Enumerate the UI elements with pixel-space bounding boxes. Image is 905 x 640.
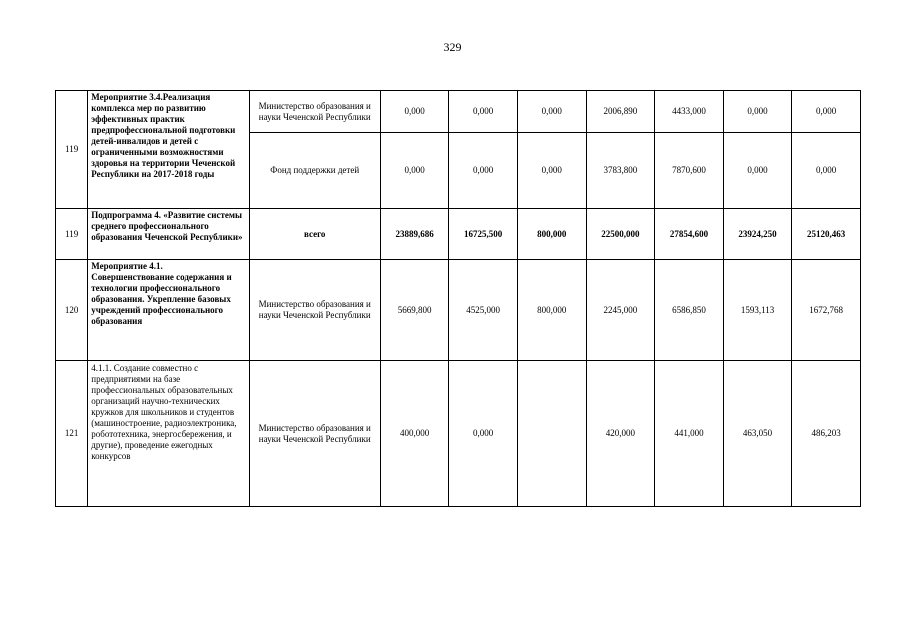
table-row: [56, 91, 861, 133]
page-number: 329: [443, 40, 462, 54]
value-cell: 441,000: [655, 361, 724, 507]
value-cell: 6586,850: [655, 260, 724, 361]
table-row: [56, 361, 861, 507]
measure-description: 4.1.1. Создание совместно с предприятиями на базе профессиональных образовательных организаций научно-технических кружков для школьников и студентов (машиностроение, радиоэлектроника, робототехника, энергосбережения, и другие), проведение ежегодных конкурсов: [88, 361, 249, 507]
value-cell: 0,000: [380, 133, 449, 209]
value-cell: 4525,000: [449, 260, 518, 361]
value-cell: 1593,113: [723, 260, 792, 361]
value-cell: 0,000: [792, 91, 861, 133]
value-cell: 3783,800: [586, 133, 655, 209]
executor-cell: Министерство образования и науки Чеченской Республики: [249, 91, 380, 133]
value-cell: 800,000: [517, 209, 586, 260]
value-cell: 23924,250: [723, 209, 792, 260]
row-number: 120: [56, 260, 88, 361]
measure-description: Мероприятие 4.1. Совершенствование содержания и технологии профессионального образования. Укрепление базовых учреждений профессионального образования: [88, 260, 249, 361]
row-number: 121: [56, 361, 88, 507]
measure-description: Мероприятие 3.4.Реализация комплекса мер по развитию эффективных практик предпрофессиональной подготовки детей-инвалидов и детей с ограниченными возможностями здоровья на территории Чеченской Республики на 2017-2018 годы: [88, 91, 249, 209]
value-cell: 23889,686: [380, 209, 449, 260]
value-cell: 0,000: [380, 91, 449, 133]
value-cell: [517, 361, 586, 507]
executor-cell: Министерство образования и науки Чеченской Республики: [249, 361, 380, 507]
value-cell: 800,000: [517, 260, 586, 361]
value-cell: 2245,000: [586, 260, 655, 361]
value-cell: 22500,000: [586, 209, 655, 260]
value-cell: 0,000: [449, 133, 518, 209]
value-cell: 7870,600: [655, 133, 724, 209]
value-cell: 1672,768: [792, 260, 861, 361]
value-cell: 25120,463: [792, 209, 861, 260]
value-cell: 0,000: [723, 91, 792, 133]
value-cell: 0,000: [723, 133, 792, 209]
row-number: 119: [56, 209, 88, 260]
value-cell: 4433,000: [655, 91, 724, 133]
value-cell: 0,000: [792, 133, 861, 209]
value-cell: 2006,890: [586, 91, 655, 133]
table-row: [56, 260, 861, 361]
executor-cell: Фонд поддержки детей: [249, 133, 380, 209]
value-cell: 400,000: [380, 361, 449, 507]
row-number: 119: [56, 91, 88, 209]
subprogram-description: Подпрограмма 4. «Развитие системы среднего профессионального образования Чеченской Республики»: [88, 209, 249, 260]
table-row: [56, 209, 861, 260]
value-cell: 0,000: [449, 361, 518, 507]
value-cell: 486,203: [792, 361, 861, 507]
value-cell: 16725,500: [449, 209, 518, 260]
value-cell: 420,000: [586, 361, 655, 507]
budget-table: [55, 90, 861, 507]
value-cell: 5669,800: [380, 260, 449, 361]
value-cell: 27854,600: [655, 209, 724, 260]
executor-cell: всего: [249, 209, 380, 260]
executor-cell: Министерство образования и науки Чеченской Республики: [249, 260, 380, 361]
value-cell: 0,000: [517, 133, 586, 209]
value-cell: 0,000: [517, 91, 586, 133]
value-cell: 463,050: [723, 361, 792, 507]
value-cell: 0,000: [449, 91, 518, 133]
